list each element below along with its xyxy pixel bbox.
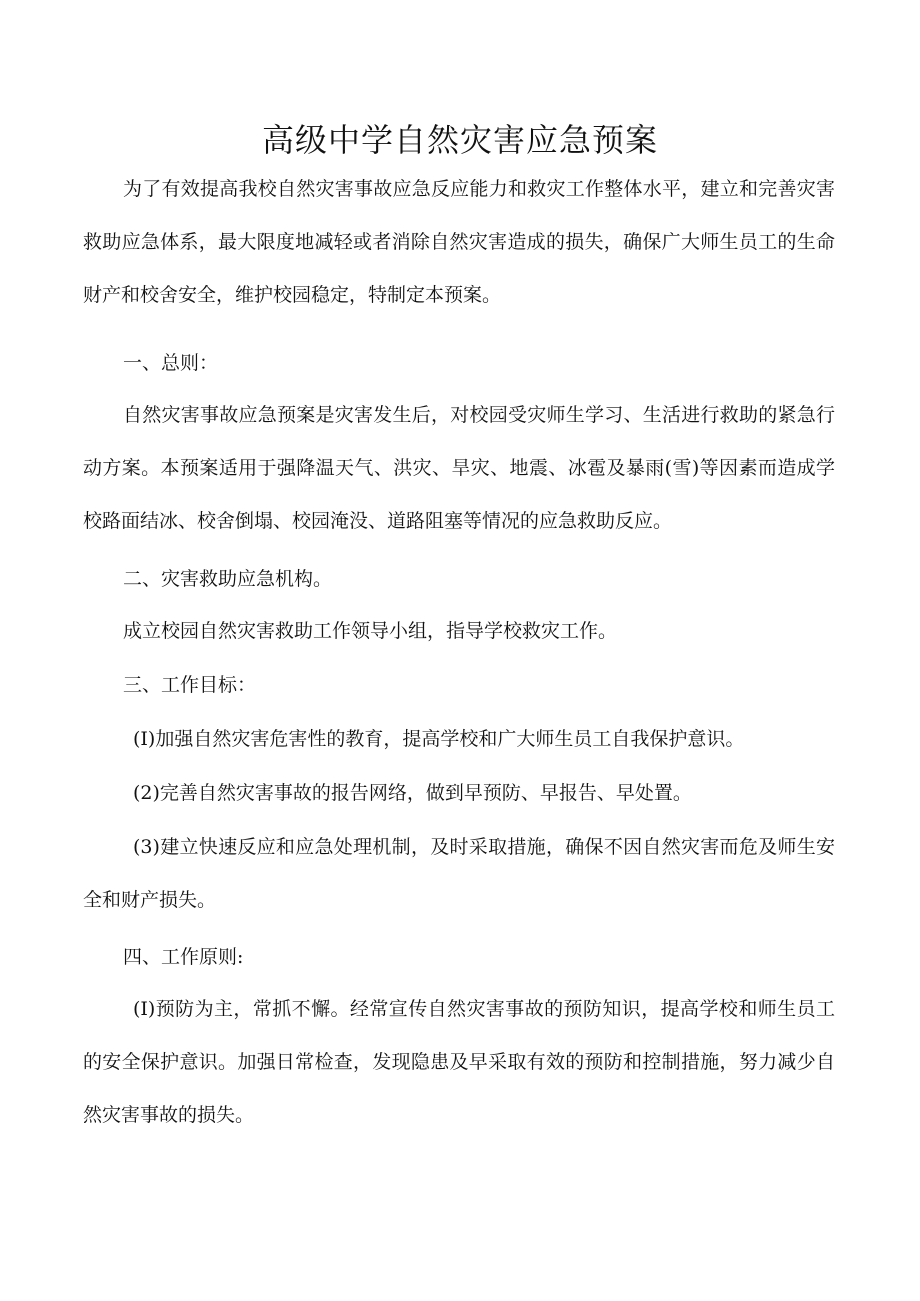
section-heading-general: 一、总则：	[123, 352, 219, 374]
goal-item-1: (I)加强自然灾害危害性的教育，提高学校和广大师生员工自我保护意识。	[133, 728, 745, 750]
section-heading-organization: 二、灾害救助应急机构。	[123, 568, 333, 590]
general-paragraph: 自然灾害事故应急预案是灾害发生后，对校园受灾师生学习、生活进行救助的紧急行动方案。本预案适用于强降温天气、洪灾、旱灾、地震、冰雹及暴雨(雪)等因素而造成学校路面结冰、校舍倒塌、校园淹没、道路阻塞等情况的应急救助反应。	[83, 404, 835, 532]
organization-paragraph: 成立校园自然灾害救助工作领导小组，指导学校救灾工作。	[123, 620, 618, 642]
document-title: 高级中学自然灾害应急预案	[261, 121, 658, 159]
section-heading-principles: 四、工作原则:	[123, 946, 244, 968]
goal-item-2: (2)完善自然灾害事故的报告网络，做到早预防、早报告、早处置。	[133, 782, 692, 804]
goal-item-3: (3)建立快速反应和应急处理机制，及时采取措施，确保不因自然灾害而危及师生安全和财产损失。	[83, 836, 835, 911]
section-heading-goals: 三、工作目标：	[123, 674, 257, 696]
intro-paragraph: 为了有效提高我校自然灾害事故应急反应能力和救灾工作整体水平，建立和完善灾害救助应急体系，最大限度地减轻或者消除自然灾害造成的损失，确保广大师生员工的生命财产和校舍安全，维护校园稳定，特制定本预案。	[83, 178, 835, 306]
principle-item-1: (I)预防为主，常抓不懈。经常宣传自然灾害事故的预防知识，提高学校和师生员工的安全保护意识。加强日常检查，发现隐患及早采取有效的预防和控制措施，努力减少自然灾害事故的损失。	[83, 998, 835, 1126]
